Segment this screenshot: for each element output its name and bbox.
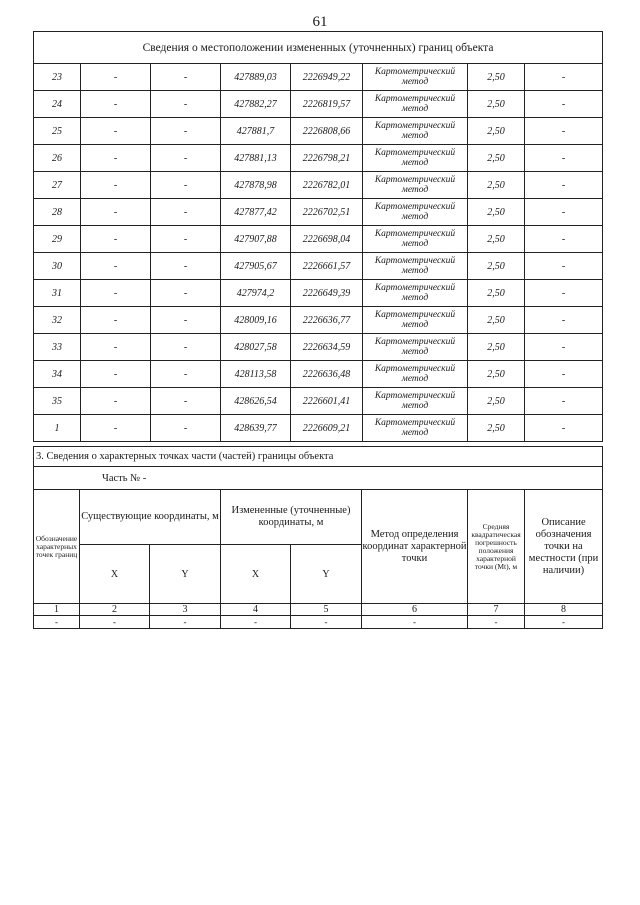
- boundary-row: [34, 334, 603, 361]
- column-number-cell: 3: [150, 604, 221, 616]
- changed-y-cell: 2226661,57: [291, 253, 363, 280]
- existing-x-cell: -: [81, 172, 151, 199]
- description-cell: -: [525, 145, 603, 172]
- column-number-cell: 8: [525, 604, 603, 616]
- method-cell: Картометрический метод: [363, 307, 468, 334]
- existing-x-cell: -: [81, 64, 151, 91]
- accuracy-cell: 2,50: [468, 388, 525, 415]
- point-number-cell: 23: [34, 64, 81, 91]
- boundary-row: [34, 91, 603, 118]
- changed-x-cell: 427907,88: [221, 226, 291, 253]
- accuracy-cell: 2,50: [468, 361, 525, 388]
- boundaries-section-title: Сведения о местоположении измененных (уточненных) границ объекта: [34, 32, 603, 64]
- existing-x-cell: -: [81, 415, 151, 442]
- changed-x-cell: 428626,54: [221, 388, 291, 415]
- existing-y-cell: -: [151, 91, 221, 118]
- method-cell: Картометрический метод: [363, 172, 468, 199]
- header-changed-x: X: [221, 545, 291, 604]
- existing-y-cell: -: [151, 64, 221, 91]
- boundary-row: [34, 145, 603, 172]
- header-existing-x: X: [80, 545, 150, 604]
- method-cell: Картометрический метод: [363, 388, 468, 415]
- header-designation: Обозначение характерных точек границ: [34, 490, 80, 604]
- existing-y-cell: -: [151, 280, 221, 307]
- changed-y-cell: 2226798,21: [291, 145, 363, 172]
- method-cell: Картометрический метод: [363, 145, 468, 172]
- existing-y-cell: -: [151, 226, 221, 253]
- existing-y-cell: -: [151, 415, 221, 442]
- method-cell: Картометрический метод: [363, 253, 468, 280]
- existing-x-cell: -: [81, 334, 151, 361]
- boundary-row: [34, 388, 603, 415]
- header-changed-coords: Измененные (уточненные) координаты, м: [221, 490, 362, 545]
- existing-y-cell: -: [151, 145, 221, 172]
- method-cell: Картометрический метод: [363, 64, 468, 91]
- description-cell: -: [525, 388, 603, 415]
- existing-x-cell: -: [81, 118, 151, 145]
- changed-y-cell: 2226808,66: [291, 118, 363, 145]
- existing-x-cell: -: [81, 226, 151, 253]
- changed-x-cell: 427974,2: [221, 280, 291, 307]
- existing-x-cell: -: [81, 199, 151, 226]
- point-number-cell: 1: [34, 415, 81, 442]
- accuracy-cell: 2,50: [468, 280, 525, 307]
- boundary-row: [34, 361, 603, 388]
- accuracy-cell: 2,50: [468, 199, 525, 226]
- changed-x-cell: 428113,58: [221, 361, 291, 388]
- existing-y-cell: -: [151, 253, 221, 280]
- point-number-cell: 25: [34, 118, 81, 145]
- existing-y-cell: -: [151, 172, 221, 199]
- boundary-row: [34, 199, 603, 226]
- existing-x-cell: -: [81, 91, 151, 118]
- boundaries-table: [33, 31, 603, 442]
- boundary-row: [34, 307, 603, 334]
- empty-cell: -: [291, 616, 362, 629]
- boundary-row: [34, 415, 603, 442]
- method-cell: Картометрический метод: [363, 91, 468, 118]
- column-number-cell: 4: [221, 604, 291, 616]
- empty-cell: -: [80, 616, 150, 629]
- column-number-cell: 1: [34, 604, 80, 616]
- boundary-row: [34, 253, 603, 280]
- changed-x-cell: 427881,13: [221, 145, 291, 172]
- existing-y-cell: -: [151, 334, 221, 361]
- boundary-row: [34, 226, 603, 253]
- description-cell: -: [525, 172, 603, 199]
- changed-y-cell: 2226819,57: [291, 91, 363, 118]
- boundary-row: [34, 172, 603, 199]
- method-cell: Картометрический метод: [363, 334, 468, 361]
- description-cell: -: [525, 280, 603, 307]
- changed-x-cell: 427882,27: [221, 91, 291, 118]
- changed-y-cell: 2226636,77: [291, 307, 363, 334]
- description-cell: -: [525, 118, 603, 145]
- accuracy-cell: 2,50: [468, 118, 525, 145]
- point-number-cell: 28: [34, 199, 81, 226]
- description-cell: -: [525, 226, 603, 253]
- column-number-cell: 2: [80, 604, 150, 616]
- header-accuracy: Средняя квадратическая погрешность положения характерной точки (Mt), м: [468, 490, 525, 604]
- changed-x-cell: 428639,77: [221, 415, 291, 442]
- column-number-cell: 6: [362, 604, 468, 616]
- header-method: Метод определения координат характерной точки: [362, 490, 468, 604]
- accuracy-cell: 2,50: [468, 145, 525, 172]
- method-cell: Картометрический метод: [363, 361, 468, 388]
- accuracy-cell: 2,50: [468, 415, 525, 442]
- description-cell: -: [525, 199, 603, 226]
- column-number-cell: 7: [468, 604, 525, 616]
- empty-cell: -: [221, 616, 291, 629]
- point-number-cell: 29: [34, 226, 81, 253]
- point-number-cell: 30: [34, 253, 81, 280]
- existing-x-cell: -: [81, 145, 151, 172]
- empty-cell: -: [525, 616, 603, 629]
- header-changed-y: Y: [291, 545, 362, 604]
- column-number-cell: 5: [291, 604, 362, 616]
- changed-y-cell: 2226698,04: [291, 226, 363, 253]
- changed-y-cell: 2226609,21: [291, 415, 363, 442]
- point-number-cell: 24: [34, 91, 81, 118]
- changed-y-cell: 2226634,59: [291, 334, 363, 361]
- existing-y-cell: -: [151, 388, 221, 415]
- boundary-row: [34, 118, 603, 145]
- existing-x-cell: -: [81, 253, 151, 280]
- description-cell: -: [525, 64, 603, 91]
- description-cell: -: [525, 361, 603, 388]
- point-number-cell: 35: [34, 388, 81, 415]
- method-cell: Картометрический метод: [363, 226, 468, 253]
- existing-y-cell: -: [151, 307, 221, 334]
- description-cell: -: [525, 415, 603, 442]
- existing-x-cell: -: [81, 388, 151, 415]
- empty-cell: -: [362, 616, 468, 629]
- existing-y-cell: -: [151, 361, 221, 388]
- changed-x-cell: 427889,03: [221, 64, 291, 91]
- point-number-cell: 27: [34, 172, 81, 199]
- boundary-row: [34, 280, 603, 307]
- changed-x-cell: 427877,42: [221, 199, 291, 226]
- point-number-cell: 34: [34, 361, 81, 388]
- accuracy-cell: 2,50: [468, 91, 525, 118]
- point-number-cell: 32: [34, 307, 81, 334]
- method-cell: Картометрический метод: [363, 415, 468, 442]
- accuracy-cell: 2,50: [468, 172, 525, 199]
- changed-y-cell: 2226702,51: [291, 199, 363, 226]
- changed-x-cell: 427881,7: [221, 118, 291, 145]
- accuracy-cell: 2,50: [468, 226, 525, 253]
- accuracy-cell: 2,50: [468, 64, 525, 91]
- points-table: [33, 446, 603, 629]
- empty-cell: -: [150, 616, 221, 629]
- header-existing-coords: Существующие координаты, м: [80, 490, 221, 545]
- part-label: Часть № -: [34, 467, 603, 490]
- description-cell: -: [525, 253, 603, 280]
- changed-x-cell: 428027,58: [221, 334, 291, 361]
- existing-y-cell: -: [151, 118, 221, 145]
- accuracy-cell: 2,50: [468, 253, 525, 280]
- method-cell: Картометрический метод: [363, 280, 468, 307]
- changed-y-cell: 2226601,41: [291, 388, 363, 415]
- changed-x-cell: 427905,67: [221, 253, 291, 280]
- point-number-cell: 31: [34, 280, 81, 307]
- header-description: Описание обозначения точки на местности (при наличии): [525, 490, 603, 604]
- accuracy-cell: 2,50: [468, 307, 525, 334]
- changed-y-cell: 2226782,01: [291, 172, 363, 199]
- description-cell: -: [525, 91, 603, 118]
- existing-x-cell: -: [81, 361, 151, 388]
- description-cell: -: [525, 307, 603, 334]
- header-existing-y: Y: [150, 545, 221, 604]
- point-number-cell: 26: [34, 145, 81, 172]
- point-number-cell: 33: [34, 334, 81, 361]
- accuracy-cell: 2,50: [468, 334, 525, 361]
- changed-y-cell: 2226636,48: [291, 361, 363, 388]
- existing-x-cell: -: [81, 307, 151, 334]
- empty-cell: -: [468, 616, 525, 629]
- description-cell: -: [525, 334, 603, 361]
- page-number: 61: [312, 14, 328, 30]
- changed-x-cell: 427878,98: [221, 172, 291, 199]
- changed-x-cell: 428009,16: [221, 307, 291, 334]
- method-cell: Картометрический метод: [363, 118, 468, 145]
- changed-y-cell: 2226649,39: [291, 280, 363, 307]
- method-cell: Картометрический метод: [363, 199, 468, 226]
- points-section-title: 3. Сведения о характерных точках части (частей) границы объекта: [34, 447, 603, 467]
- changed-y-cell: 2226949,22: [291, 64, 363, 91]
- boundary-row: [34, 64, 603, 91]
- existing-x-cell: -: [81, 280, 151, 307]
- empty-cell: -: [34, 616, 80, 629]
- existing-y-cell: -: [151, 199, 221, 226]
